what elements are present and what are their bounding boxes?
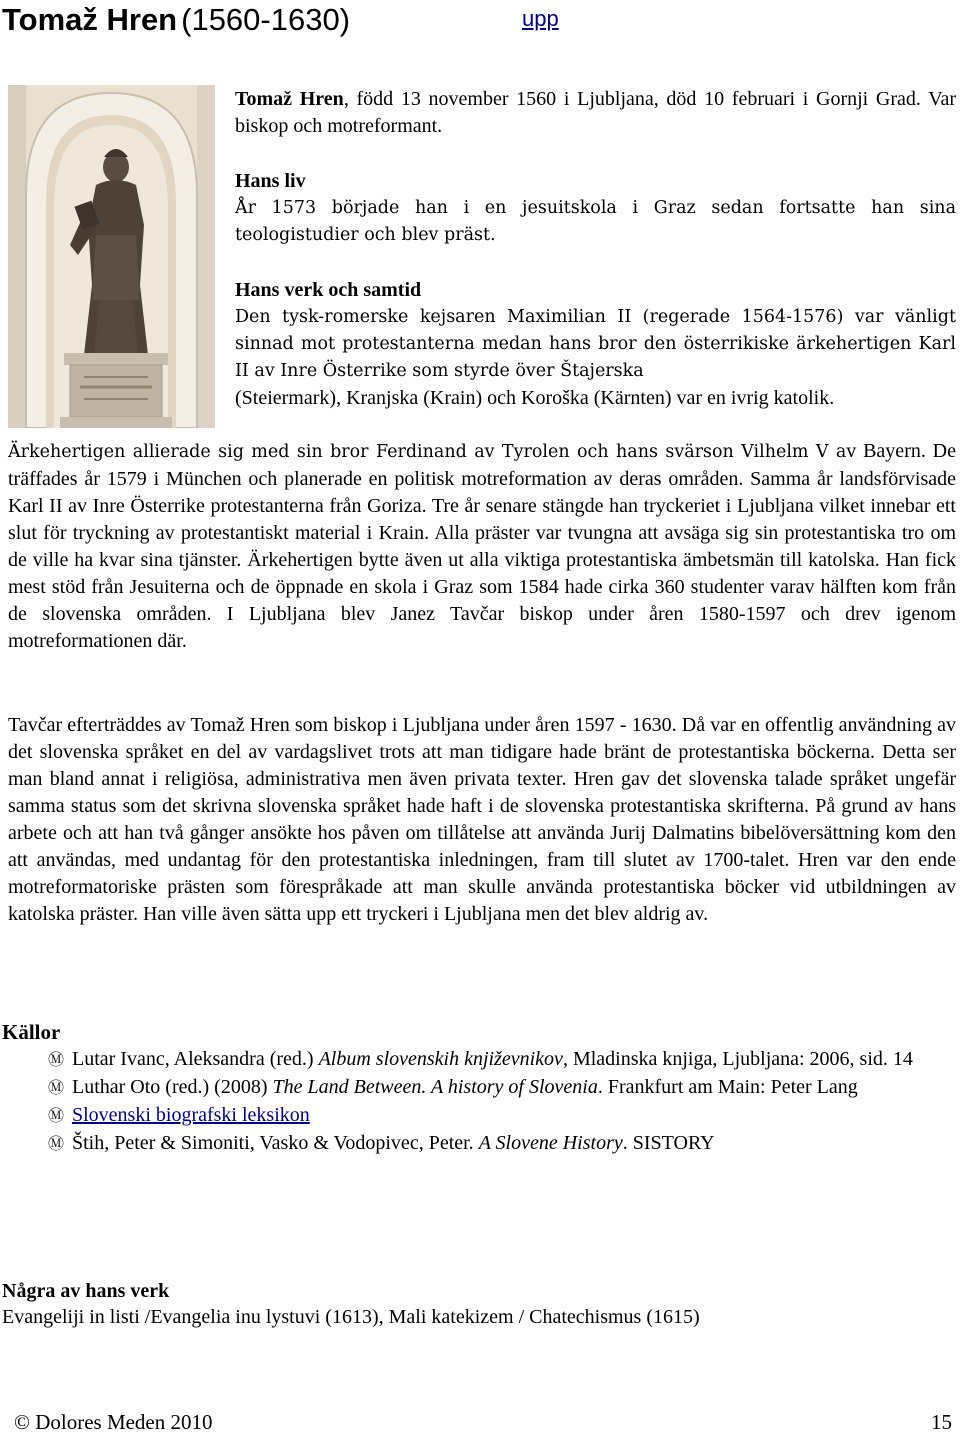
life-section (235, 168, 956, 249)
source-title: The Land Between. A history of Slovenia (272, 1076, 598, 1098)
a-circle-icon: Ⓜ (48, 1078, 65, 1097)
sources-list (48, 1046, 956, 1158)
page-title (2, 0, 350, 40)
up-link[interactable]: upp (522, 6, 559, 31)
source-item (48, 1102, 956, 1129)
intro-name: Tomaž Hren (235, 88, 344, 110)
source-item (48, 1130, 956, 1157)
source-text: Štih, Peter & Simoniti, Vasko & Vodopivec, Peter. (72, 1132, 479, 1154)
source-text: . Frankfurt am Main: Peter Lang (597, 1076, 858, 1098)
legacy-paragraph (8, 712, 956, 928)
a-circle-icon: Ⓜ (48, 1050, 65, 1069)
a-circle-icon: Ⓜ (48, 1134, 65, 1153)
title-name: Tomaž Hren (2, 2, 178, 37)
statue-portrait-image (8, 85, 215, 428)
life-heading: Hans liv (235, 170, 306, 192)
source-item (48, 1046, 956, 1073)
intro-text: , född 13 november 1560 i Ljubljana, död 10 februari i Gornji Grad. Var biskop och motreformant. (235, 88, 956, 137)
page-number: 15 (931, 1410, 952, 1434)
source-text: Lutar Ivanc, Aleksandra (red.) (72, 1048, 319, 1070)
source-text: . SISTORY (622, 1132, 715, 1154)
works-heading: Några av hans verk (2, 1280, 170, 1302)
history-paragraph-rest: Bayern. De träffades år 1579 i München och planerade en politisk motreformation av deras områden. Samma år landsförvisade Karl II av Inre Österrike protestanterna från Goriza. Tre år senare stängde han tryckeriet i Ljubljana vilket innebar ett slut för tryckning av protestantiskt material i Krain. Alla präster var tvungna att avsäga sig sin protestantiska tro om de ville ha kvar sina tjänster. Ärkehertigen bytte även ut alla viktiga protestantiska ämbetsmän till katolska. Han fick mest stöd från Jesuiterna och de öppnade en skola i Graz som 1584 hade cirka 360 studenter varav hälften kom från de slovenska områden. I Ljubljana blev Janez Tavčar biskop under åren 1580-1597 och drev igenom motreformationen där. (8, 440, 956, 652)
work-text-b: (Steiermark), Kranjska (Krain) och Koroška (Kärnten) var en ivrig katolik. (235, 387, 835, 409)
intro-paragraph (235, 86, 956, 140)
source-title: A Slovene History (478, 1132, 623, 1154)
legacy-paragraph-text: Tavčar efterträddes av Tomaž Hren som biskop i Ljubljana under åren 1597 - 1630. Då var en offentlig användning av det slovenska språket en del av vardagslivet trots att man tidigare hade bränt de protestantiska böckerna. Detta ser man bland annat i religiösa, administrativa men även privata texter. Hren gav det slovenska talade språket ungefär samma status som det skrivna slovenska språket hade haft i de slovenska protestantiska skrifterna. På grund av hans arbete och att han två gånger ansökte hos påven om tillåtelse att använda Jurij Dalmatins bibelöversättning kom den att användas, med undantag för den protestantiska inledningen, fram till slutet av 1700-talet. Hren var den ende motreformatoriske prästen som förespråkade att man skulle använda protestantiska böcker vid utbildningen av katolska präster. Han ville även sätta upp ett tryckeri i Ljubljana men det blev aldrig av. (8, 714, 956, 925)
work-heading: Hans verk och samtid (235, 279, 422, 301)
source-link[interactable]: Slovenski biografski leksikon (72, 1104, 310, 1126)
history-paragraph (8, 438, 956, 655)
source-item (48, 1074, 956, 1101)
history-paragraph-lead: Ärkehertigen allierade sig med sin bror Ferdinand av Tyrolen och hans svärson Vilhelm V av (8, 442, 857, 462)
source-text: Luthar Oto (red.) (2008) (72, 1076, 273, 1098)
work-section (235, 277, 956, 412)
works-text: Evangeliji in listi /Evangelia inu lystuvi (1613), Mali katekizem / Chatechismus (1615) (2, 1306, 700, 1328)
footer-credit: © Dolores Meden 2010 (14, 1410, 213, 1434)
a-circle-icon: Ⓜ (48, 1106, 65, 1125)
source-text: , Mladinska knjiga, Ljubljana: 2006, sid. 14 (562, 1048, 913, 1070)
life-text: År 1573 började han i en jesuitskola i Graz sedan fortsatte han sina teologistudier och blev präst. (235, 198, 956, 245)
sources-heading: Källor (2, 1020, 61, 1044)
source-title: Album slovenskih književnikov (318, 1048, 563, 1070)
work-text-a: Den tysk-romerske kejsaren Maximilian II (regerade 1564-1576) var vänligt sinnad mot protestanterna medan hans bror den österrikiske ärkehertigen Karl II av Inre Österrike som styrde över Štajerska (235, 307, 956, 381)
title-years: (1560-1630) (181, 2, 351, 37)
